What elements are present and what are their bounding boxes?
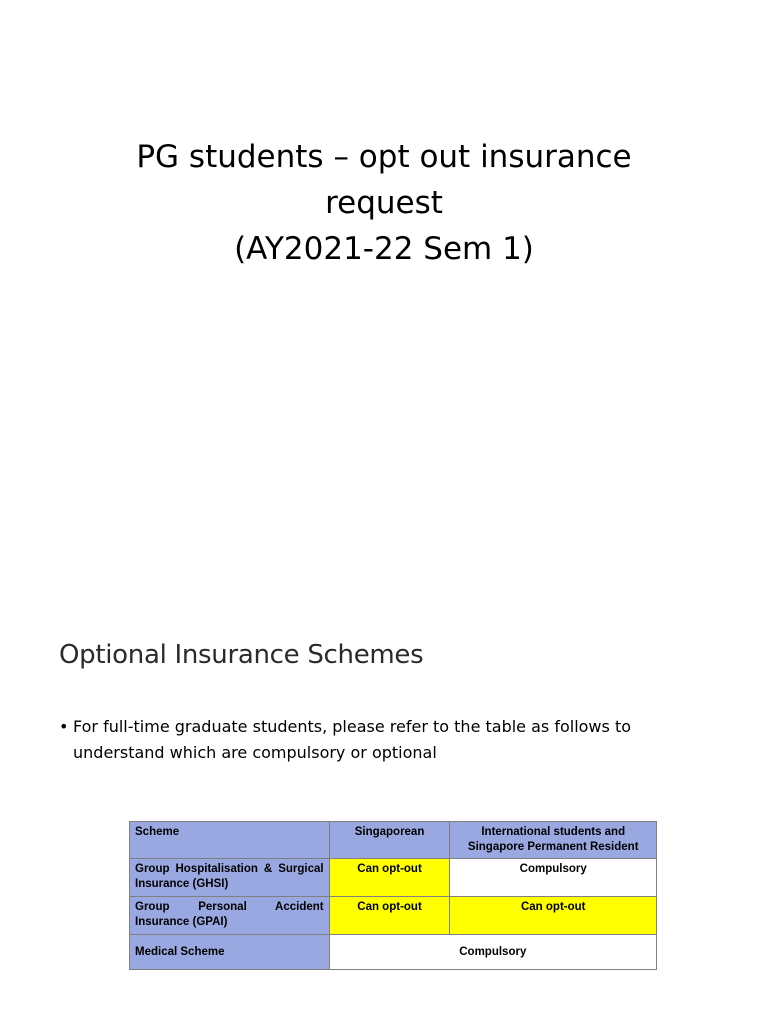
row-gpai-international: Can opt-out [450,897,657,935]
row-gpai-singaporean: Can opt-out [329,897,450,935]
slide-heading: Optional Insurance Schemes [59,640,424,670]
bullet-icon: • [59,717,69,736]
table-row [130,859,657,897]
slide-title [40,134,728,272]
title-line-1: PG students – opt out insurance [136,139,632,175]
header-international: International students and Singapore Permanent Resident [450,822,657,859]
header-scheme: Scheme [130,822,330,859]
title-line-3: (AY2021-22 Sem 1) [234,231,534,267]
row-ghsi-scheme: Group Hospitalisation & Surgical Insurance (GHSI) [130,859,330,897]
row-medical-scheme: Medical Scheme [130,935,330,970]
insurance-table [129,821,657,970]
content-slide [0,588,768,1024]
row-ghsi-international: Compulsory [450,859,657,897]
title-line-2: request [325,185,443,221]
table-row [130,897,657,935]
table-header-row [130,822,657,859]
header-singaporean: Singaporean [329,822,450,859]
bullet-item [59,714,719,766]
table-row [130,935,657,970]
row-gpai-scheme: Group Personal Accident Insurance (GPAI) [130,897,330,935]
row-ghsi-singaporean: Can opt-out [329,859,450,897]
bullet-text: For full-time graduate students, please refer to the table as follows to understand which are compulsory or optional [73,717,631,762]
row-medical-merged: Compulsory [329,935,656,970]
